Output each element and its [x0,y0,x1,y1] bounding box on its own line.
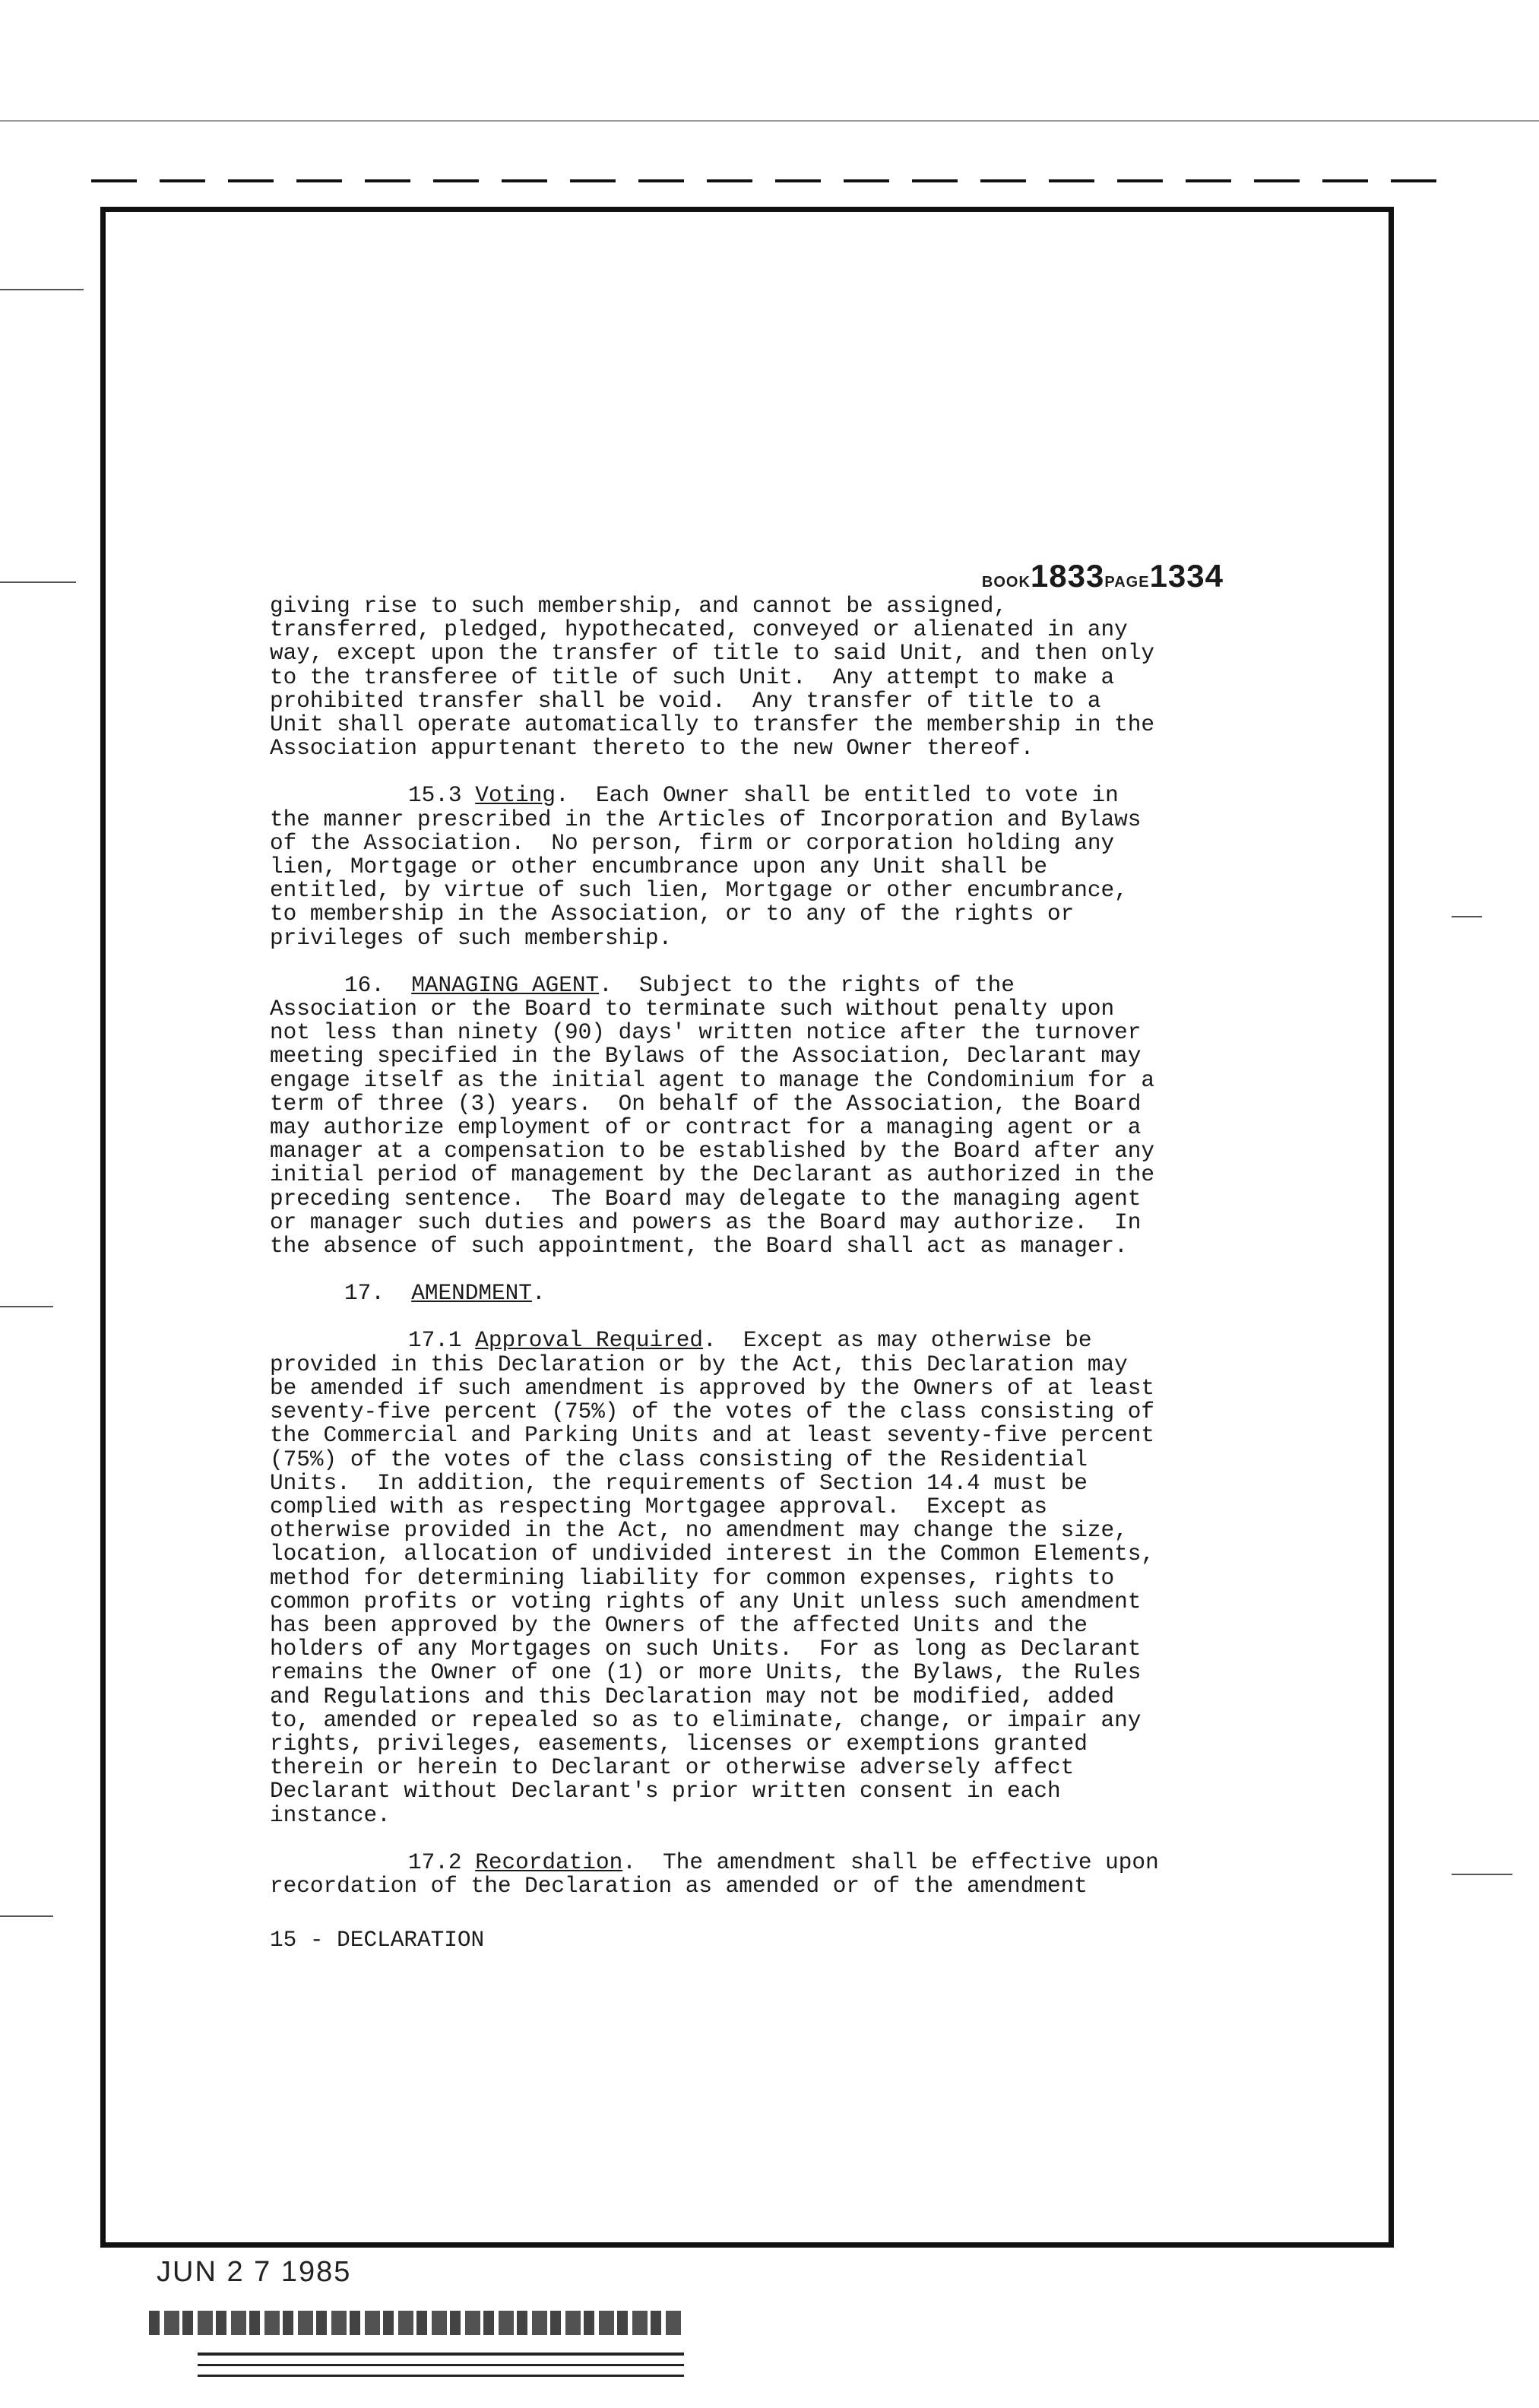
margin-mark [0,1306,53,1307]
scan-line-top [0,120,1539,122]
section-number: 16. [344,972,385,998]
section-title-recordation: Recordation [475,1849,623,1875]
scan-line-bottom-2 [198,2364,684,2366]
section-17 [270,1282,1254,1305]
section-title-managing-agent: MANAGING AGENT [411,972,600,998]
section-number: 17.1 [408,1328,462,1354]
section-title-amendment: AMENDMENT [411,1281,532,1307]
margin-mark [0,1915,53,1917]
book-page-reference [982,558,1224,594]
section-number: 17.2 [408,1849,462,1875]
paragraph-membership: giving rise to such membership, and cannot be assigned, transferred, pledged, hypothecated, conveyed or alienated in any way, except upon the transfer of title to said Unit, and then only to the transferee of title of such Unit. Any attempt to make a prohibited transfer shall be void. Any transfer of title to a Unit shall operate automatically to transfer the membership in the Association appurtenant thereto to the new Owner thereof. [270,594,1155,762]
section-16 [270,974,1254,1258]
section-number: 15.3 [408,783,462,809]
section-title-voting: Voting [475,783,556,809]
document-body [270,594,1254,1898]
page-number: 1334 [1149,558,1224,594]
page-label: PAGE [1104,574,1150,591]
scan-line-bottom-3 [198,2375,684,2377]
section-text: . Each Owner shall be entitled to vote in the manner prescribed in the Articles of Incorporation and Bylaws of the Association. No person, firm or corporation holding any lien, Mortgage or other encumbrance upon any Unit shall be entitled, by virtue of such lien, Mortgage or other encumbrance, to membership in the Association, or to any of the rights or privileges of such membership. [270,783,1142,951]
margin-mark [1452,1874,1512,1875]
margin-mark [1452,916,1482,917]
section-tail: . [531,1281,546,1307]
section-text: . Subject to the rights of the Association or the Board to terminate such without penalty upon not less than ninety (90) days' written notice after the turnover meeting specified in the Bylaws of the Association, Declarant may engage itself as the initial agent to manage the Condominium for a term of three (3) years. On behalf of the Association, the Board may authorize employment of or contract for a managing agent or a manager at a compensation to be established by the Board after any initial period of management by the Declarant as authorized in the preceding sentence. The Board may delegate to the managing agent or manager such duties and powers as the Board may authorize. In the absence of such appointment, the Board shall act as manager. [270,972,1155,1259]
section-title-approval-required: Approval Required [475,1328,704,1354]
book-label: BOOK [981,574,1031,591]
margin-mark [0,289,84,290]
recording-seal-strip [149,2311,681,2335]
book-number: 1833 [1030,558,1105,594]
section-text: . Except as may otherwise be provided in this Declaration or by the Act, this Declaration may be amended if such amendment is approved by the Owners of at least seventy-five percent (75%) of the votes of the class consisting of the Commercial and Parking Units and at least seventy-five percent (75%) of the votes of the class consisting of the Residential Units. In addition, the requirements of Section 14.4 must be complied with as respecting Mortgagee approval. Except as otherwise provided in the Act, no amendment may change the size, location, allocation of undivided interest in the Common Elements, method for determining liability for common expenses, rights to common profits or voting rights of any Unit unless such amendment has been approved by the Owners of the affected Units and the holders of any Mortgages on such Units. For as long as Declarant remains the Owner of one (1) or more Units, the Bylaws, the Rules and Regulations and this Declaration may not be modified, added to, amended or repealed so as to eliminate, change, or impair any rights, privileges, easements, licenses or exemptions granted therein or herein to Declarant or otherwise adversely affect Declarant without Declarant's prior written consent in each instance. [270,1328,1155,1828]
section-17-1 [270,1329,1254,1827]
section-number: 17. [344,1281,385,1307]
section-15-3 [270,784,1254,949]
scan-line-top-dashed [91,179,1444,182]
section-17-2 [270,1851,1254,1898]
scan-line-bottom [198,2353,684,2356]
margin-mark [0,581,76,583]
page-footer-label: 15 - DECLARATION [270,1928,485,1953]
date-stamp: JUN 2 7 1985 [157,2256,352,2288]
section-text: . The amendment shall be effective upon recordation of the Declaration as amended or of the amendment [270,1849,1159,1899]
